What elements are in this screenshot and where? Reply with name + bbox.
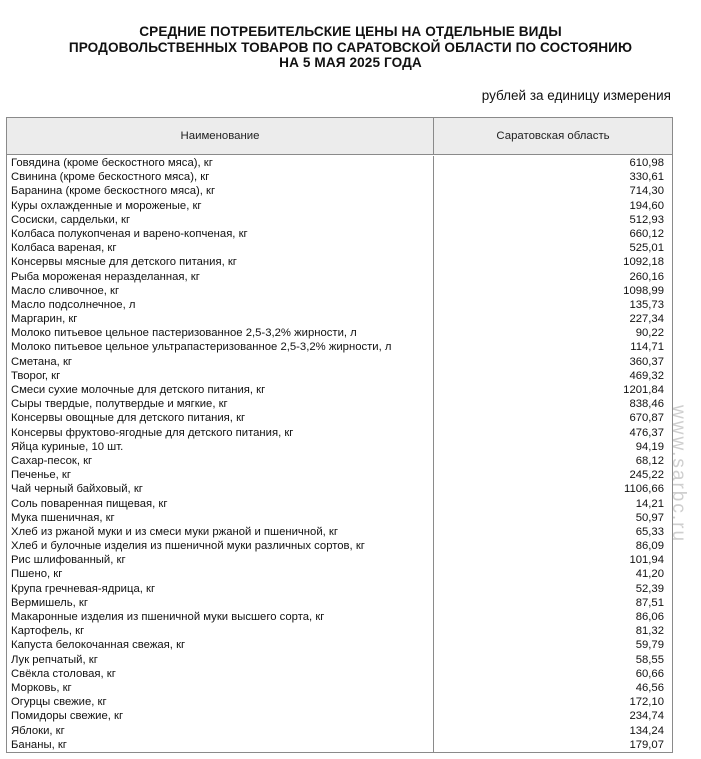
price-table bbox=[6, 117, 673, 753]
table-row bbox=[7, 567, 672, 581]
product-price: 476,37 bbox=[629, 426, 664, 439]
product-name: Сахар-песок, кг bbox=[7, 454, 434, 468]
product-price: 68,12 bbox=[635, 454, 664, 467]
product-name: Консервы овощные для детского питания, кг bbox=[7, 411, 434, 425]
table-row bbox=[7, 709, 672, 723]
table-row bbox=[7, 170, 672, 184]
product-name: Сосиски, сардельки, кг bbox=[7, 213, 434, 227]
title-line-2: ПРОДОВОЛЬСТВЕННЫХ ТОВАРОВ ПО САРАТОВСКОЙ ОБЛАСТИ ПО СОСТОЯНИЮ bbox=[68, 39, 633, 55]
product-name: Баранина (кроме бескостного мяса), кг bbox=[7, 184, 434, 198]
product-name: Куры охлажденные и мороженые, кг bbox=[7, 199, 434, 213]
table-row bbox=[7, 638, 672, 652]
product-price: 360,37 bbox=[629, 355, 664, 368]
table-row bbox=[7, 539, 672, 553]
product-price: 60,66 bbox=[635, 667, 664, 680]
product-price: 234,74 bbox=[629, 710, 664, 723]
product-price: 179,07 bbox=[629, 738, 664, 751]
product-price: 114,71 bbox=[630, 341, 664, 354]
document-title bbox=[0, 24, 701, 71]
product-name: Хлеб и булочные изделия из пшеничной муки различных сортов, кг bbox=[7, 539, 434, 553]
product-price: 86,06 bbox=[635, 611, 664, 623]
product-price: 469,32 bbox=[629, 369, 664, 382]
product-price: 714,30 bbox=[629, 185, 664, 198]
product-price: 90,22 bbox=[635, 327, 664, 340]
units-note: рублей за единицу измерения bbox=[481, 88, 671, 103]
product-name: Молоко питьевое цельное пастеризованное 2,5-3,2% жирности, л bbox=[7, 326, 434, 340]
product-price: 59,79 bbox=[635, 639, 664, 652]
table-row bbox=[7, 482, 672, 496]
product-name: Помидоры свежие, кг bbox=[7, 709, 434, 723]
product-name: Колбаса вареная, кг bbox=[7, 241, 434, 255]
table-row bbox=[7, 227, 672, 241]
table-row bbox=[7, 454, 672, 468]
product-name: Сыры твердые, полутвердые и мягкие, кг bbox=[7, 397, 434, 411]
product-name: Лук репчатый, кг bbox=[7, 653, 434, 667]
product-price: 227,34 bbox=[629, 313, 664, 326]
product-name: Сметана, кг bbox=[7, 355, 434, 369]
table-row bbox=[7, 582, 672, 596]
table-row bbox=[7, 653, 672, 667]
table-header bbox=[7, 118, 672, 155]
table-row bbox=[7, 340, 672, 354]
table-row bbox=[7, 213, 672, 227]
product-price: 58,55 bbox=[635, 653, 664, 666]
product-name: Свёкла столовая, кг bbox=[7, 667, 434, 681]
table-row bbox=[7, 738, 672, 752]
product-name: Крупа гречневая-ядрица, кг bbox=[7, 582, 434, 596]
table-row bbox=[7, 298, 672, 312]
title-line-3: НА 5 МАЯ 2025 ГОДА bbox=[279, 55, 422, 70]
table-row bbox=[7, 199, 672, 213]
product-name: Картофель, кг bbox=[7, 624, 434, 638]
product-name: Морковь, кг bbox=[7, 681, 434, 695]
product-name: Смеси сухие молочные для детского питания, кг bbox=[7, 383, 434, 397]
table-row bbox=[7, 610, 672, 624]
product-price: 838,46 bbox=[629, 398, 664, 411]
table-row bbox=[7, 624, 672, 638]
product-price: 660,12 bbox=[629, 227, 664, 240]
product-name: Вермишель, кг bbox=[7, 596, 434, 610]
table-row bbox=[7, 596, 672, 610]
product-name: Хлеб из ржаной муки и из смеси муки ржаной и пшеничной, кг bbox=[7, 525, 434, 539]
product-name: Бананы, кг bbox=[7, 738, 434, 752]
product-name: Яйца куриные, 10 шт. bbox=[7, 440, 434, 454]
product-price: 50,97 bbox=[635, 511, 664, 524]
table-row bbox=[7, 411, 672, 425]
product-price: 260,16 bbox=[629, 270, 664, 283]
product-name: Маргарин, кг bbox=[7, 312, 434, 326]
product-price: 41,20 bbox=[635, 568, 664, 581]
product-price: 670,87 bbox=[629, 412, 664, 425]
product-name: Мука пшеничная, кг bbox=[7, 511, 434, 525]
table-row bbox=[7, 241, 672, 255]
product-name: Рыба мороженая неразделанная, кг bbox=[7, 270, 434, 284]
product-price: 610,98 bbox=[629, 157, 664, 169]
product-name: Консервы мясные для детского питания, кг bbox=[7, 255, 434, 269]
product-price: 134,24 bbox=[629, 724, 664, 737]
table-row bbox=[7, 426, 672, 440]
product-price: 86,09 bbox=[635, 540, 664, 553]
product-price: 1106,66 bbox=[624, 483, 664, 496]
table-row bbox=[7, 468, 672, 482]
table-row bbox=[7, 553, 672, 567]
table-row bbox=[7, 667, 672, 681]
product-price: 194,60 bbox=[629, 199, 664, 212]
header-region: Саратовская область bbox=[496, 130, 610, 142]
product-price: 65,33 bbox=[635, 525, 664, 538]
product-price: 172,10 bbox=[629, 696, 664, 709]
product-name: Рис шлифованный, кг bbox=[7, 553, 434, 567]
table-row bbox=[7, 724, 672, 738]
table-row bbox=[7, 440, 672, 454]
product-price: 81,32 bbox=[635, 625, 664, 638]
product-price: 245,22 bbox=[629, 469, 664, 482]
product-name: Свинина (кроме бескостного мяса), кг bbox=[7, 170, 434, 184]
table-body bbox=[7, 156, 672, 752]
product-price: 1092,18 bbox=[623, 256, 664, 269]
table-row bbox=[7, 695, 672, 709]
table-row bbox=[7, 326, 672, 340]
product-name: Печенье, кг bbox=[7, 468, 434, 482]
title-line-1: СРЕДНИЕ ПОТРЕБИТЕЛЬСКИЕ ЦЕНЫ НА ОТДЕЛЬНЫЕ ВИДЫ bbox=[139, 24, 562, 39]
product-price: 46,56 bbox=[635, 681, 664, 694]
table-row bbox=[7, 312, 672, 326]
product-price: 87,51 bbox=[635, 596, 664, 609]
watermark bbox=[668, 405, 693, 750]
product-price: 512,93 bbox=[629, 213, 664, 226]
product-name: Пшено, кг bbox=[7, 567, 434, 581]
header-name: Наименование bbox=[7, 118, 434, 154]
table-row bbox=[7, 397, 672, 411]
product-price: 135,73 bbox=[629, 298, 664, 311]
product-name: Яблоки, кг bbox=[7, 724, 434, 738]
product-name: Говядина (кроме бескостного мяса), кг bbox=[7, 156, 434, 170]
product-name: Творог, кг bbox=[7, 369, 434, 383]
product-price: 1201,84 bbox=[623, 384, 664, 396]
table-row bbox=[7, 255, 672, 269]
product-name: Масло подсолнечное, л bbox=[7, 298, 434, 312]
product-name: Соль поваренная пищевая, кг bbox=[7, 497, 434, 511]
watermark-text: www.sarbc.ru bbox=[668, 405, 689, 544]
product-price: 330,61 bbox=[629, 171, 664, 184]
product-name: Чай черный байховый, кг bbox=[7, 482, 434, 496]
table-row bbox=[7, 681, 672, 695]
table-row bbox=[7, 284, 672, 298]
product-name: Макаронные изделия из пшеничной муки высшего сорта, кг bbox=[7, 610, 434, 624]
product-price: 52,39 bbox=[635, 582, 664, 595]
table-row bbox=[7, 525, 672, 539]
table-row bbox=[7, 511, 672, 525]
product-name: Молоко питьевое цельное ультрапастеризованное 2,5-3,2% жирности, л bbox=[7, 340, 434, 354]
table-row bbox=[7, 355, 672, 369]
product-name: Капуста белокочанная свежая, кг bbox=[7, 638, 434, 652]
product-name: Колбаса полукопченая и варено-копченая, кг bbox=[7, 227, 434, 241]
product-price: 101,94 bbox=[629, 554, 664, 567]
product-price: 94,19 bbox=[635, 440, 664, 453]
product-price: 525,01 bbox=[629, 242, 664, 255]
table-row bbox=[7, 184, 672, 198]
product-name: Огурцы свежие, кг bbox=[7, 695, 434, 709]
product-name: Консервы фруктово-ягодные для детского питания, кг bbox=[7, 426, 434, 440]
table-row bbox=[7, 383, 672, 397]
table-row bbox=[7, 369, 672, 383]
table-row bbox=[7, 497, 672, 511]
table-row bbox=[7, 156, 672, 170]
product-name: Масло сливочное, кг bbox=[7, 284, 434, 298]
product-price: 14,21 bbox=[635, 497, 664, 510]
table-row bbox=[7, 270, 672, 284]
product-price: 1098,99 bbox=[623, 284, 664, 297]
